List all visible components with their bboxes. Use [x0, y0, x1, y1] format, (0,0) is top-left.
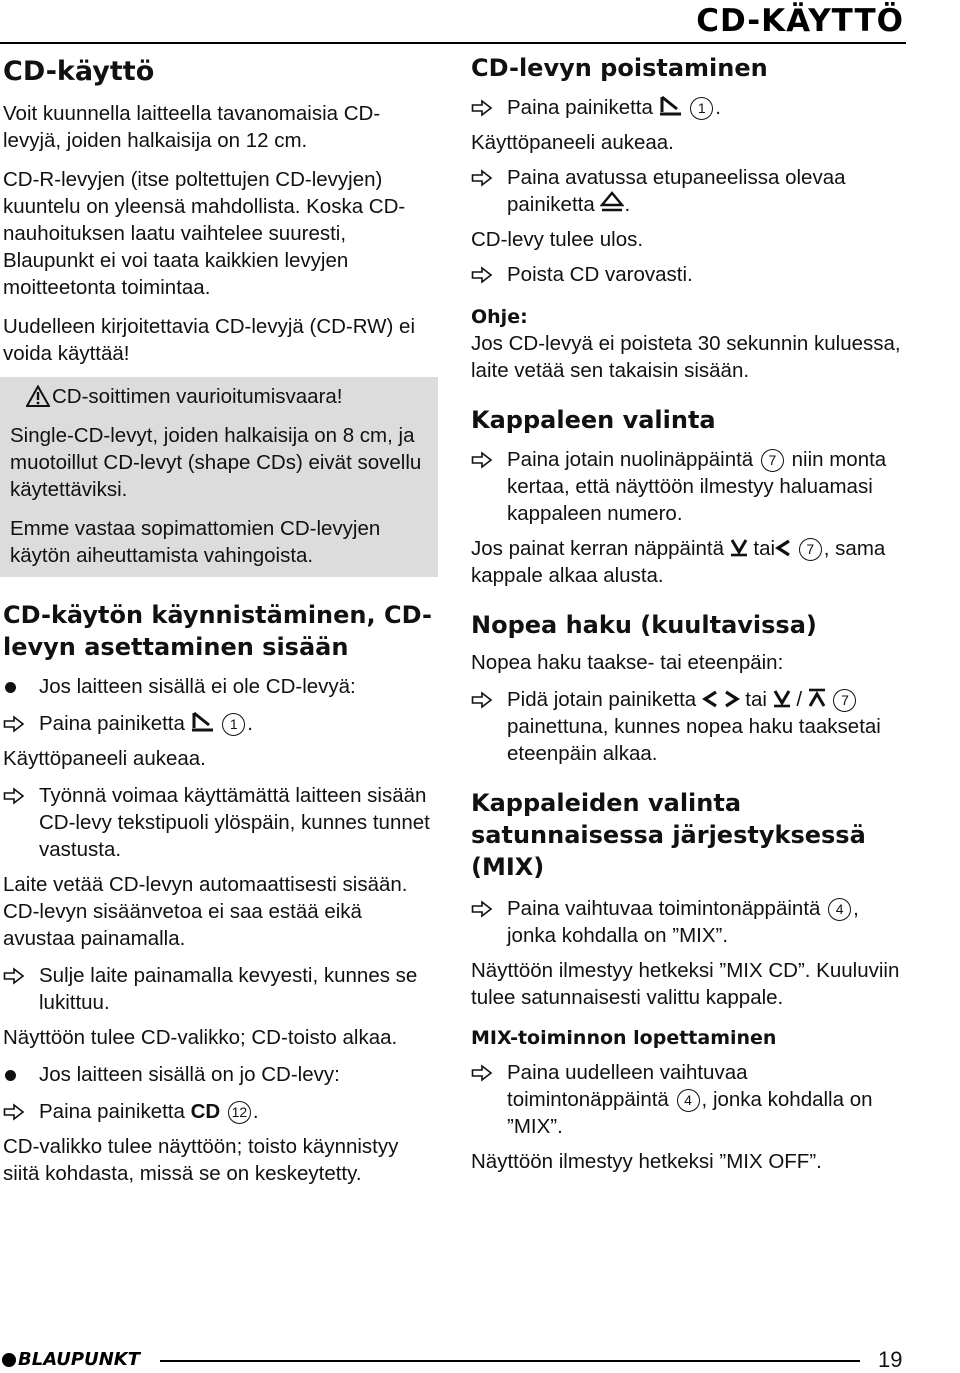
hollow-arrow-icon: [471, 99, 493, 117]
warning-triangle-icon: [26, 385, 50, 407]
paragraph: Laite vetää CD-levyn automaattisesti sisään. CD-levyn sisäänvetoa ei saa estää eikä avustaa painamalla.: [3, 873, 408, 950]
warning-heading: [10, 383, 428, 410]
paragraph: CD-R-levyjen (itse poltettujen CD-levyjen) kuuntelu on yleensä mahdollista. Koska CD-nauhoituksen laatu vaihtelee suuresti, Blaupunkt ei voi taata kaikkien levyjen moitteetonta toimintaa.: [3, 168, 406, 299]
paragraph: CD-valikko tulee näyttöön; toisto käynnistyy siitä kohdasta, missä se on keskeytetty.: [3, 1135, 399, 1185]
eject-icon: [600, 191, 624, 213]
button-number-badge: 4: [828, 898, 851, 921]
left-column: [3, 48, 435, 1187]
note-text: Jos CD-levyä ei poisteta 30 sekunnin kuluessa, laite vetää sen takaisin sisään.: [471, 332, 901, 382]
step-item: Paina painiketta CD 12 .: [3, 1098, 435, 1125]
warning-paragraph: Emme vastaa sopimattomien CD-levyjen käytön aiheuttamista vahingoista.: [10, 517, 381, 567]
left-arrow-icon: [775, 539, 791, 557]
up-arrow-icon: [808, 688, 826, 708]
hollow-arrow-icon: [3, 787, 25, 805]
step-item: Työnnä voimaa käyttämättä laitteen sisään CD-levy tekstipuoli ylöspäin, kunnes tunnet vastusta.: [3, 782, 435, 863]
header-rule: [0, 42, 906, 44]
subsection-title-mix-off: MIX-toiminnon lopettaminen: [471, 1027, 777, 1049]
footer-rule: [160, 1360, 860, 1362]
logo-dot-icon: [2, 1353, 16, 1367]
hollow-arrow-icon: [471, 451, 493, 469]
section-title-search: Nopea haku (kuultavissa): [471, 611, 817, 639]
step-item: Paina jotain nuolinäppäintä 7 niin monta kertaa, että näyttöön ilmestyy haluamasi kappaleen numero.: [471, 446, 911, 527]
brand-logo-text: BLAUPUNKT: [18, 1349, 141, 1370]
bullet-dot-icon: [5, 682, 16, 693]
step-item: Sulje laite painamalla kevyesti, kunnes se lukittuu.: [3, 962, 435, 1016]
open-panel-icon: [191, 710, 215, 732]
paragraph: Jos painat kerran näppäintä tai 7 , sama kappale alkaa alusta.: [471, 537, 886, 587]
hollow-arrow-icon: [3, 715, 25, 733]
down-arrow-icon: [730, 537, 748, 557]
step-item: Paina painiketta 1 .: [3, 710, 435, 737]
button-number-badge: 7: [833, 689, 856, 712]
paragraph: Nopea haku taakse- tai eteenpäin:: [471, 651, 784, 674]
section-title-cd-kaytto: CD-käyttö: [3, 56, 155, 87]
paragraph: Käyttöpaneeli aukeaa.: [3, 747, 206, 770]
paragraph: Voit kuunnella laitteella tavanomaisia CD-levyjä, joiden halkaisija on 12 cm.: [3, 102, 381, 152]
button-number-badge: 1: [222, 713, 245, 736]
step-item: Pidä jotain painiketta tai / 7 painettuna, kunnes nopea haku taaksetai eteenpäin alkaa.: [471, 686, 911, 767]
paragraph: Uudelleen kirjoitettavia CD-levyjä (CD-RW) ei voida käyttää!: [3, 315, 416, 365]
button-number-badge: 4: [677, 1089, 700, 1112]
button-number-badge: 12: [228, 1101, 251, 1124]
step-item: Paina painiketta 1 .: [471, 94, 911, 121]
paragraph: Näyttöön ilmestyy hetkeksi ”MIX OFF”.: [471, 1150, 822, 1173]
paragraph: Käyttöpaneeli aukeaa.: [471, 131, 674, 154]
paragraph: CD-levy tulee ulos.: [471, 228, 644, 251]
bullet-item: Jos laitteen sisällä ei ole CD-levyä:: [3, 673, 435, 700]
section-title-mix: Kappaleiden valinta satunnaisessa järjestyksessä (MIX): [471, 789, 866, 881]
left-arrow-icon: [702, 690, 718, 708]
hollow-arrow-icon: [471, 169, 493, 187]
button-number-badge: 7: [761, 449, 784, 472]
note-label: Ohje:: [471, 306, 528, 328]
hollow-arrow-icon: [3, 1103, 25, 1121]
bullet-item: Jos laitteen sisällä on jo CD-levy:: [3, 1061, 435, 1088]
open-panel-icon: [659, 94, 683, 116]
page-number: 19: [878, 1347, 903, 1372]
warning-box: [0, 377, 438, 577]
hollow-arrow-icon: [471, 691, 493, 709]
page-header-title: CD-KÄYTTÖ: [696, 3, 904, 39]
paragraph: Näyttöön tulee CD-valikko; CD-toisto alkaa.: [3, 1026, 398, 1049]
section-title-track: Kappaleen valinta: [471, 406, 716, 434]
section-title-start: CD-käytön käynnistäminen, CD-levyn asettaminen sisään: [3, 601, 432, 661]
down-arrow-icon: [773, 688, 791, 708]
brand-logo: [2, 1349, 140, 1370]
button-number-badge: 7: [799, 538, 822, 561]
right-arrow-icon: [724, 690, 740, 708]
section-title-eject: CD-levyn poistaminen: [471, 54, 768, 82]
button-number-badge: 1: [690, 97, 713, 120]
step-item: Paina vaihtuvaa toimintonäppäintä 4 , jonka kohdalla on ”MIX”.: [471, 895, 911, 949]
right-column: [471, 48, 911, 1175]
hollow-arrow-icon: [3, 967, 25, 985]
step-item: Paina avatussa etupaneelissa olevaa painiketta .: [471, 164, 911, 218]
paragraph: Näyttöön ilmestyy hetkeksi ”MIX CD”. Kuuluviin tulee satunnaisesti valittu kappale.: [471, 959, 900, 1009]
step-item: Poista CD varovasti.: [471, 261, 911, 288]
hollow-arrow-icon: [471, 266, 493, 284]
bullet-dot-icon: [5, 1070, 16, 1081]
warning-heading-text: CD-soittimen vaurioitumisvaara!: [52, 385, 343, 408]
cd-button-label: CD: [190, 1100, 221, 1123]
hollow-arrow-icon: [471, 1064, 493, 1082]
hollow-arrow-icon: [471, 900, 493, 918]
step-item: Paina uudelleen vaihtuvaa toimintonäppäintä 4 , jonka kohdalla on ”MIX”.: [471, 1059, 911, 1140]
warning-paragraph: Single-CD-levyt, joiden halkaisija on 8 cm, ja muotoillut CD-levyt (shape CDs) eivät sovellu käytettäviksi.: [10, 424, 422, 501]
